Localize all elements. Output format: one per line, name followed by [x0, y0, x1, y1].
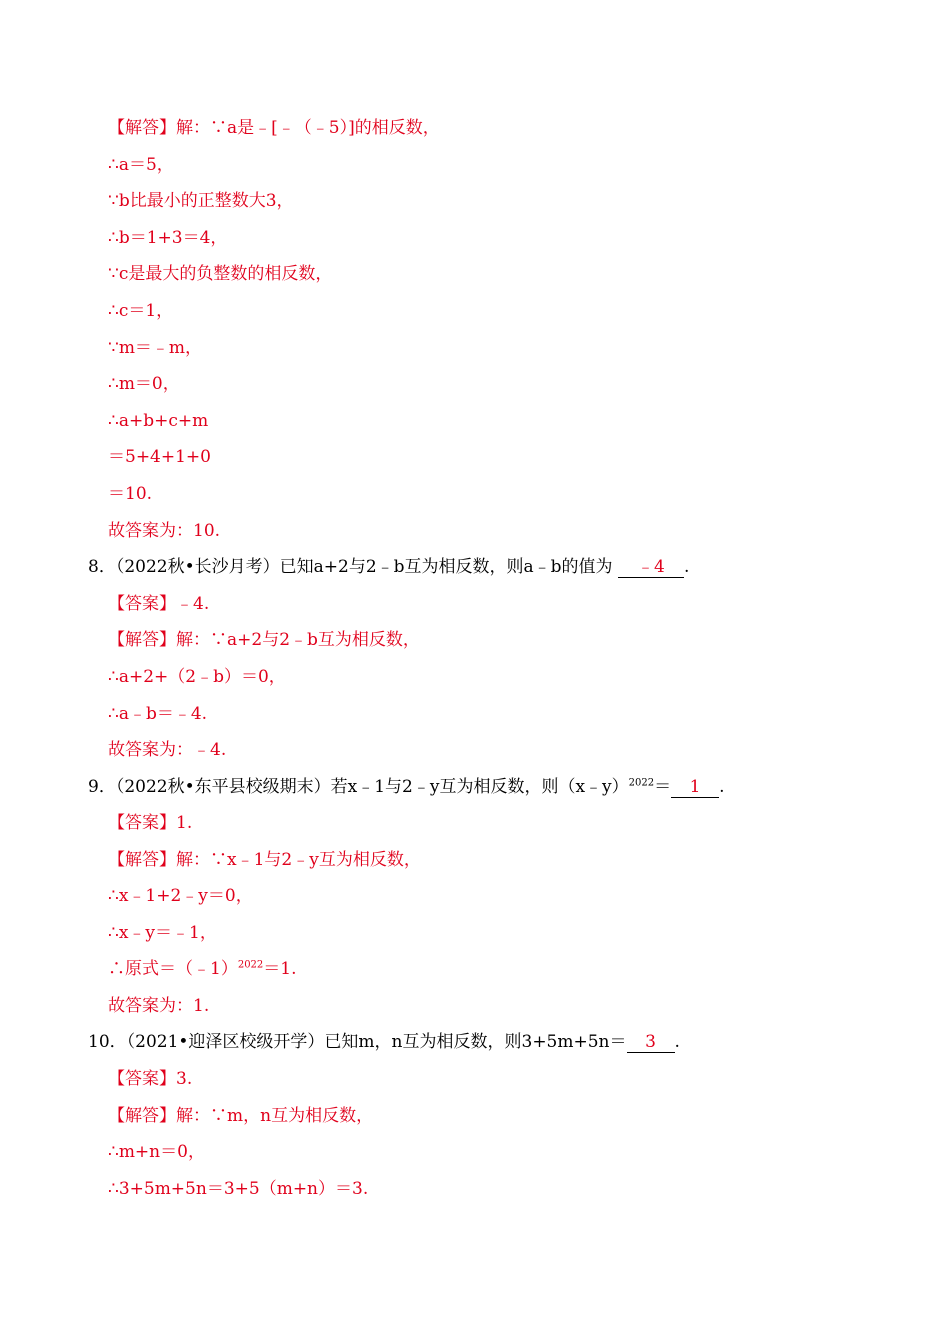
- problem-8-solution-line-1: 【解答】解：∵a+2与2﹣b互为相反数，: [108, 630, 420, 650]
- problem-8-blank-answer: ﹣4: [618, 557, 684, 578]
- problem-10-number: 10．: [88, 1032, 127, 1052]
- problem-9-exponent: 2022: [628, 777, 655, 789]
- solution-7-line-6: ∴c＝1，: [108, 301, 174, 321]
- solution-7-line-3: ∵b比最小的正整数大3，: [108, 191, 294, 211]
- problem-8-question: [88, 556, 689, 578]
- problem-10-answer: 【答案】3.: [108, 1069, 193, 1089]
- problem-9-text: （2022秋•东平县校级期末）若x﹣1与2﹣y互为相反数，则（x﹣y）: [115, 777, 629, 797]
- problem-8-end: .: [683, 557, 690, 577]
- problem-9-solution-line-3: ∴x﹣y＝﹣1，: [108, 923, 217, 943]
- problem-9-answer: 【答案】1.: [108, 813, 193, 833]
- problem-10-solution-line-2: ∴m+n＝0，: [108, 1142, 205, 1162]
- solution-7-line-11: ＝10.: [108, 484, 153, 504]
- problem-9-solution-line-2: ∴x﹣1+2﹣y＝0，: [108, 886, 253, 906]
- problem-8-solution-line-3: ∴a﹣b＝﹣4.: [108, 704, 208, 724]
- problem-8-solution-line-2: ∴a+2+（2﹣b）＝0，: [108, 667, 286, 687]
- problem-10-text: （2021•迎泽区校级开学）已知m，n互为相反数，则3+5m+5n＝: [126, 1032, 627, 1052]
- solution-7-line-4: ∴b＝1+3＝4，: [108, 228, 228, 248]
- solution-7-line-2: ∴a＝5，: [108, 155, 174, 175]
- solution-7-line-5: ∵c是最大的负整数的相反数，: [108, 264, 333, 284]
- problem-8-answer: 【答案】﹣4.: [108, 594, 210, 614]
- problem-9-solution-exponent: 2022: [237, 959, 264, 971]
- solution-7-line-1: 【解答】解：∵a是﹣[﹣（﹣5）]的相反数，: [108, 118, 440, 138]
- problem-10-end: .: [674, 1032, 680, 1052]
- problem-10-solution-line-1: 【解答】解：∵m，n互为相反数，: [108, 1106, 374, 1126]
- solution-7-line-7: ∵m＝﹣m，: [108, 338, 203, 358]
- problem-9-solution-line-4-result: ＝1.: [263, 959, 297, 979]
- problem-10-blank-answer: 3: [627, 1032, 675, 1053]
- problem-9-blank-answer: 1: [671, 777, 719, 798]
- problem-8-text: （2022秋•长沙月考）已知a+2与2﹣b互为相反数，则a﹣b的值为: [115, 557, 613, 577]
- problem-8-number: 8．: [88, 557, 116, 577]
- problem-9-question: [88, 776, 725, 798]
- problem-10-solution-line-3: ∴3+5m+5n＝3+5（m+n）＝3.: [108, 1179, 369, 1199]
- problem-9-equals: ＝: [654, 777, 672, 797]
- problem-9-number: 9．: [88, 777, 116, 797]
- solution-7-line-8: ∴m＝0，: [108, 374, 180, 394]
- solution-7-line-9: ∴a+b+c+m: [108, 411, 209, 431]
- problem-8-solution-line-4: 故答案为：﹣4.: [108, 740, 227, 760]
- problem-10-question: [88, 1031, 680, 1053]
- solution-7-line-12: 故答案为：10.: [108, 521, 221, 541]
- problem-9-solution-line-4: [108, 958, 297, 980]
- problem-9-end: .: [719, 777, 725, 797]
- problem-9-solution-line-6: 故答案为：1.: [108, 996, 210, 1016]
- problem-9-solution-line-1: 【解答】解：∵x﹣1与2﹣y互为相反数，: [108, 850, 421, 870]
- solution-7-line-10: ＝5+4+1+0: [108, 447, 211, 467]
- problem-9-solution-line-4-text: ∴原式＝（﹣1）: [108, 959, 238, 979]
